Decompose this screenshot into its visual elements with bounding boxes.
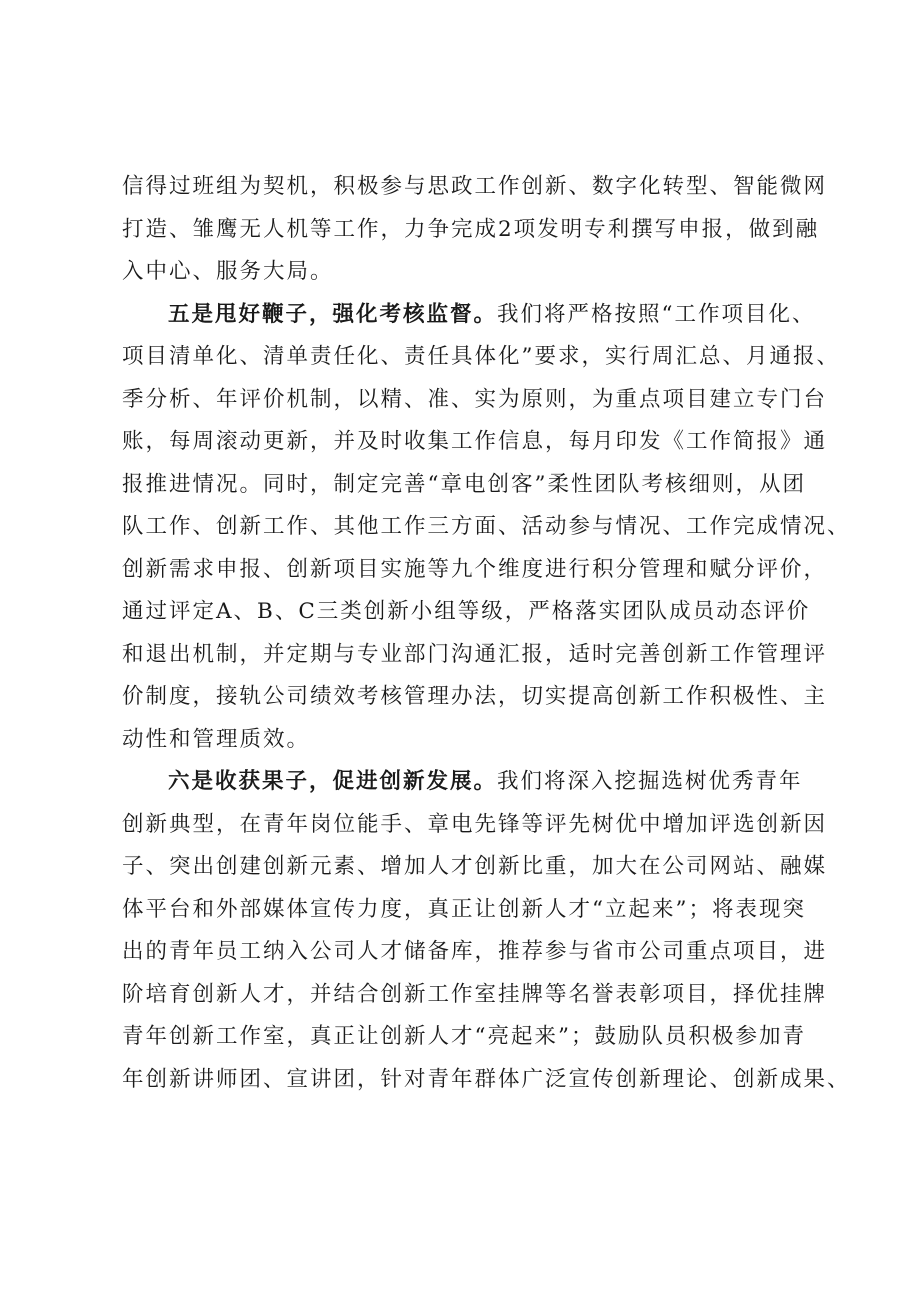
paragraph-lead: 五是甩好鞭子，强化考核监督。 <box>168 301 498 327</box>
text-segment: 我们将深入挖掘选树优秀青年 <box>497 769 803 794</box>
text-segment: 我们将严格按照“工作项目化、 <box>497 301 816 327</box>
text-line <box>122 294 822 337</box>
text-line: 账，每周滚动更新，并及时收集工作信息，每月印发《工作简报》通 <box>122 429 828 454</box>
text-line: 阶培育创新人才，并结合创新工作室挂牌等名誉表彰项目，择优挂牌 <box>122 981 828 1007</box>
text-line: 创新需求申报、创新项目实施等九个维度进行积分管理和赋分评价， <box>122 556 828 582</box>
text-line: 报推进情况。同时，制定完善“章电创客”柔性团队考核细则，从团 <box>122 471 806 497</box>
paragraph-results <box>122 761 851 1101</box>
text-line: 青年创新工作室，真正让创新人才“亮起来”；鼓励队员积极参加青 <box>122 1024 806 1049</box>
text-line: 通过评定A、B、C三类创新小组等级，严格落实团队成员动态评价 <box>122 599 811 624</box>
text-line: 打造、雏鹰无人机等工作，力争完成2项发明专利撰写申报，做到融 <box>122 216 820 242</box>
text-line: 子、突出创建创新元素、增加人才创新比重，加大在公司网站、融媒 <box>122 854 828 879</box>
paragraph-continuation <box>122 166 828 294</box>
text-line: 和退出机制，并定期与专业部门沟通汇报，适时完善创新工作管理评 <box>122 641 828 667</box>
text-line: 项目清单化、清单责任化、责任具体化”要求，实行周汇总、月通报、 <box>122 344 840 369</box>
text-line: 入中心、服务大局。 <box>122 259 334 284</box>
text-line: 年创新讲师团、宣讲团，针对青年群体广泛宣传创新理论、创新成果、 <box>122 1066 851 1092</box>
document-body <box>122 166 851 1101</box>
paragraph-lead: 六是收获果子，促进创新发展。 <box>168 769 498 794</box>
text-line <box>122 761 822 804</box>
text-line: 季分析、年评价机制，以精、准、实为原则，为重点项目建立专门台 <box>122 386 828 412</box>
text-line: 出的青年员工纳入公司人才储备库，推荐参与省市公司重点项目，进 <box>122 939 828 964</box>
paragraph-assessment <box>122 294 851 762</box>
text-line: 创新典型，在青年岗位能手、章电先锋等评先树优中增加评选创新因 <box>122 811 828 837</box>
text-line: 体平台和外部媒体宣传力度，真正让创新人才“立起来”；将表现突 <box>122 896 806 922</box>
text-line: 动性和管理质效。 <box>122 726 311 752</box>
text-line: 信得过班组为契机，积极参与思政工作创新、数字化转型、智能微网 <box>122 174 828 199</box>
text-line: 价制度，接轨公司绩效考核管理办法，切实提高创新工作积极性、主 <box>122 684 828 709</box>
text-line: 队工作、创新工作、其他工作三方面、活动参与情况、工作完成情况、 <box>122 514 851 539</box>
